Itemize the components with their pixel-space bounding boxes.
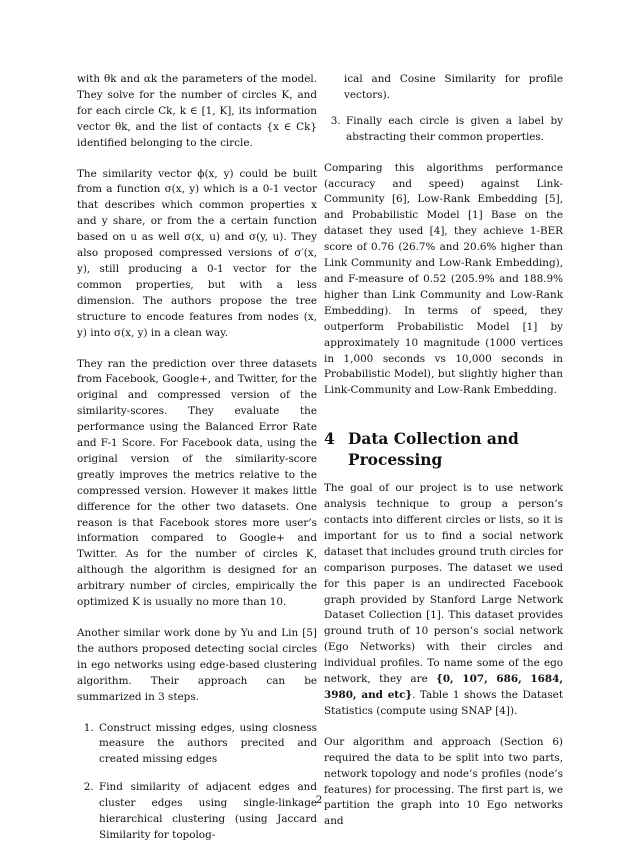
paragraph-yu-lin-work: Another similar work done by Yu and Lin [5] the authors proposed detecting social circles in ego networks using edge-based clustering algorithm. Their approach can be summarized in 3 steps. (77, 627, 317, 703)
paragraph-performance-comparison: Comparing this algorithms performance (accuracy and speed) against Link- Community [6], Low-Rank Embedding [5], and Probabilistic Model [1] Base on the dataset they used [4], they achieve 1-BER score of 0.76 (26.7% and 20.6% higher than Link Community and Low-Rank Embedding), and F-measure of 0.52 (205.9% and 188.9% higher than Link Community and Low-Rank Embedding). In terms of speed, they outperform Probabilistic Model [1] by approximately 10 magnitude (1000 vertices in 1,000 seconds vs 10,000 seconds in Probabilistic Model), but slightly higher than Link-Community and Low-Rank Embedding. (324, 161, 563, 397)
paragraph-model-parameters: with θk and αk the parameters of the model. They solve for the number of circles K, and for each circle Ck, k ∈ [1, K], its information vector θk, and the list of contacts {x ∈ Ck} identified belonging to the circle. (77, 73, 317, 149)
paragraph-prediction-results: They ran the prediction over three datasets from Facebook, Google+, and Twitter, for the original and compressed version of the similarity-scores. They evaluate the performance using the Balanced Error Rate and F-1 Score. For Facebook data, using the original version of the similarity-score greatly improves the metrics relative to the compressed version. However it makes little difference for the other two datasets. One reason is that Facebook stores more user’s information compared to Google+ and Twitter. As for the number of circles K, although the algorithm is designed for an arbitrary number of circles, empirically the optimized K is usually no more than 10. (77, 357, 317, 609)
section-title: Data Collection and Processing (348, 430, 519, 470)
paragraph-similarity-vector: The similarity vector ϕ(x, y) could be built from a function σ(x, y) which is a 0-1 vector that describes which common properties x and y share, or from the a certain function based on u as well σ(x, u) and σ(y, u). They also proposed compressed versions of σ′(x, y), still producing a 0-1 vector for the common properties, but with a less dimension. The authors propose the tree structure to encode features from nodes (x, y) into σ(x, y) in a clean way. (77, 167, 317, 339)
paragraph-algorithm-approach: Our algorithm and approach (Section 6) required the data to be split into two parts, network topology and node’s profiles (node’s features) for processing. The first part is, we partition the graph into 10 Ego networks and (324, 735, 563, 828)
steps-list-continued (324, 114, 563, 146)
left-column (77, 72, 317, 859)
goal-text: The goal of our project is to use network analysis technique to group a person’s contacts into different circles or lists, so it is important for us to find a social network dataset that includes ground truth circles for comparison purposes. The dataset we used for this paper is an undirected Facebook graph provided by Stanford Large Network Dataset Collection [1]. This dataset provides ground truth of 10 person’s social network (Ego Networks) with their circles and individual profiles. To name some of the ego network, they are (324, 482, 563, 686)
list-continuation: ical and Cosine Similarity for profile vectors). (344, 73, 563, 101)
ego-network-ids: {0, 107, 686, 1684, 3980, and etc} (324, 673, 563, 701)
list-item: 2. Find similarity of adjacent edges and cluster edges using single-linkage hierarchical clustering (using Jaccard Similarity for topolog- (97, 780, 317, 844)
section-heading (324, 429, 563, 471)
list-item: 1. Construct missing edges, using closness measure the authors precited and created missing edges (97, 721, 317, 769)
goal-text-end: . Table 1 shows the Dataset Statistics (compute using SNAP [4]). (324, 689, 563, 717)
steps-list (77, 721, 317, 844)
right-column (324, 72, 563, 845)
paragraph-project-goal (324, 481, 563, 720)
page-number: 2 (315, 794, 323, 806)
section-number: 4 (324, 430, 335, 449)
list-item: 3. Finally each circle is given a label by abstracting their common properties. (344, 114, 563, 146)
